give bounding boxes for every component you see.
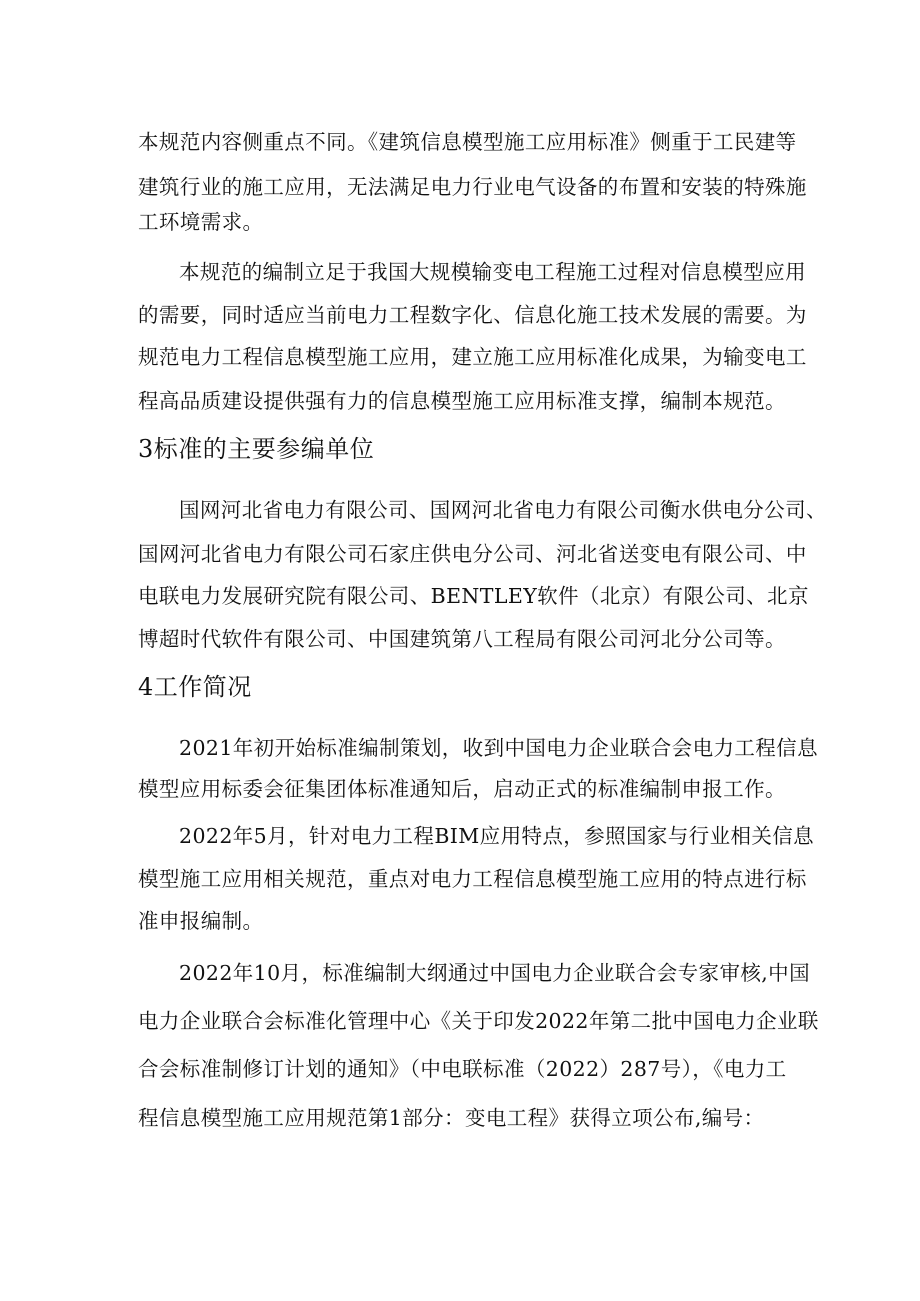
paragraph-line: 2021年初开始标准编制策划，收到中国电力企业联合会电力工程信息	[179, 736, 818, 760]
paragraph-line: 程信息模型施工应用规范第1部分：变电工程》获得立项公布,编号：	[138, 1106, 765, 1130]
paragraph-line: 博超时代软件有限公司、中国建筑第八工程局有限公司河北分公司等。	[138, 627, 786, 651]
paragraph-line: 国网河北省电力有限公司、国网河北省电力有限公司衡水供电分公司、	[179, 498, 827, 522]
paragraph-line: 模型应用标委会征集团体标准通知后，启动正式的标准编制申报工作。	[138, 777, 786, 801]
paragraph-line: 工环境需求。	[138, 210, 264, 234]
section-heading: 4工作简况	[138, 673, 252, 701]
paragraph-line: 模型施工应用相关规范，重点对电力工程信息模型施工应用的特点进行标	[138, 867, 807, 891]
paragraph-line: 电联电力发展研究院有限公司、BENTLEY软件（北京）有限公司、北京	[138, 584, 809, 608]
paragraph-line: 2022年10月，标准编制大纲通过中国电力企业联合会专家审核,中国	[179, 961, 810, 985]
paragraph-line: 建筑行业的施工应用，无法满足电力行业电气设备的布置和安装的特殊施	[138, 175, 807, 199]
section-heading: 3标准的主要参编单位	[138, 435, 375, 463]
paragraph-line: 本规范的编制立足于我国大规模输变电工程施工过程对信息模型应用	[179, 260, 806, 284]
paragraph-line: 国网河北省电力有限公司石家庄供电分公司、河北省送变电有限公司、中	[138, 542, 807, 566]
paragraph-line: 本规范内容侧重点不同。《建筑信息模型施工应用标准》侧重于工民建等	[138, 130, 797, 154]
paragraph-line: 合会标准制修订计划的通知》（中电联标准（2022）287号），《电力工	[138, 1057, 787, 1081]
paragraph-line: 电力企业联合会标准化管理中心《关于印发2022年第二批中国电力企业联	[138, 1009, 819, 1033]
paragraph-line: 规范电力工程信息模型施工应用，建立施工应用标准化成果，为输变电工	[138, 345, 807, 369]
paragraph-line: 的需要，同时适应当前电力工程数字化、信息化施工技术发展的需要。为	[138, 303, 807, 327]
paragraph-line: 准申报编制。	[138, 909, 264, 933]
paragraph-line: 2022年5月，针对电力工程BIM应用特点，参照国家与行业相关信息	[179, 824, 815, 848]
paragraph-line: 程高品质建设提供强有力的信息模型施工应用标准支撑，编制本规范。	[138, 389, 786, 413]
